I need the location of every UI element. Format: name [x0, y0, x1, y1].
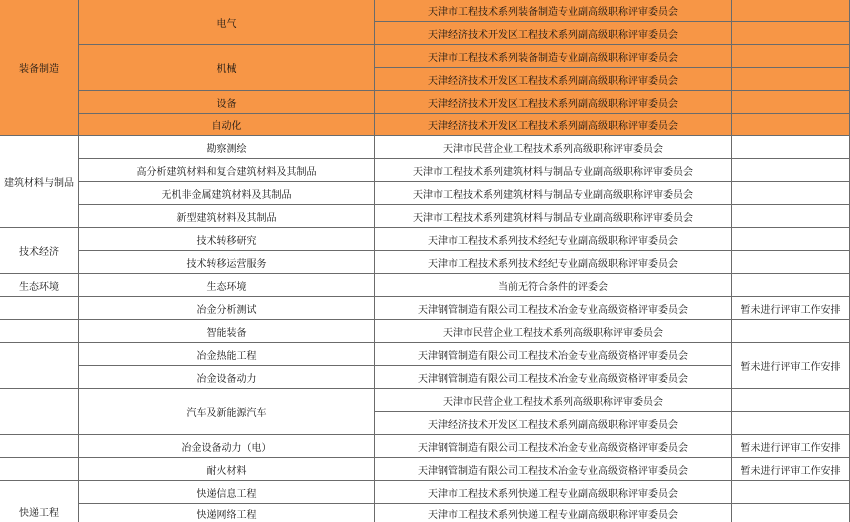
- note-cell: [732, 251, 850, 274]
- committee-cell: 天津市民营企业工程技术系列高级职称评审委员会: [375, 136, 732, 159]
- committee-cell: 天津市工程技术系列技术经纪专业副高级职称评审委员会: [375, 251, 732, 274]
- specialty-cell: 冶金分析测试: [79, 297, 375, 320]
- note-cell: [732, 136, 850, 159]
- specialty-cell: 智能装备: [79, 320, 375, 343]
- specialty-cell: 冶金设备动力: [79, 366, 375, 389]
- specialty-cell: 冶金设备动力（电）: [79, 435, 375, 458]
- note-cell: [732, 68, 850, 91]
- specialty-cell: 快递信息工程: [79, 481, 375, 504]
- specialty-cell: 生态环境: [79, 274, 375, 297]
- committee-cell: 天津市工程技术系列建筑材料与制品专业副高级职称评审委员会: [375, 205, 732, 228]
- committee-cell: 天津市民营企业工程技术系列高级职称评审委员会: [375, 320, 732, 343]
- committee-cell: 天津钢管制造有限公司工程技术冶金专业高级资格评审委员会: [375, 435, 732, 458]
- note-cell: 暂未进行评审工作安排: [732, 343, 850, 389]
- note-cell: [732, 205, 850, 228]
- committee-cell: 当前无符合条件的评委会: [375, 274, 732, 297]
- committee-cell: 天津市工程技术系列快递工程专业副高级职称评审委员会: [375, 481, 732, 504]
- committee-cell: 天津市工程技术系列技术经纪专业副高级职称评审委员会: [375, 228, 732, 251]
- specialty-cell: 机械: [79, 45, 375, 91]
- specialty-cell: 电气: [79, 0, 375, 45]
- committee-cell: 天津钢管制造有限公司工程技术冶金专业高级资格评审委员会: [375, 458, 732, 481]
- committee-cell: 天津经济技术开发区工程技术系列副高级职称评审委员会: [375, 68, 732, 91]
- note-cell: [732, 389, 850, 412]
- specialty-cell: 高分析建筑材料和复合建筑材料及其制品: [79, 159, 375, 182]
- category-cell: 技术经济: [0, 228, 79, 274]
- specialty-cell: 设备: [79, 91, 375, 114]
- note-cell: [732, 0, 850, 22]
- note-cell: [732, 320, 850, 343]
- specialty-cell: 自动化: [79, 114, 375, 136]
- note-cell: [732, 159, 850, 182]
- specialty-cell: 技术转移运营服务: [79, 251, 375, 274]
- specialty-cell: 快递网络工程: [79, 504, 375, 522]
- committee-cell: 天津市工程技术系列快递工程专业副高级职称评审委员会: [375, 504, 732, 522]
- committee-cell: 天津市工程技术系列建筑材料与制品专业副高级职称评审委员会: [375, 159, 732, 182]
- note-cell: [732, 45, 850, 68]
- committee-cell: 天津经济技术开发区工程技术系列副高级职称评审委员会: [375, 22, 732, 45]
- note-cell: [732, 91, 850, 114]
- note-cell: [732, 504, 850, 522]
- note-cell: [732, 182, 850, 205]
- note-cell: [732, 114, 850, 136]
- committee-cell: 天津钢管制造有限公司工程技术冶金专业高级资格评审委员会: [375, 297, 732, 320]
- specialty-cell: 冶金热能工程: [79, 343, 375, 366]
- specialty-cell: 新型建筑材料及其制品: [79, 205, 375, 228]
- specialty-cell: 无机非金属建筑材料及其制品: [79, 182, 375, 205]
- category-cell: [0, 435, 79, 458]
- category-cell: [0, 458, 79, 481]
- note-cell: [732, 481, 850, 504]
- category-cell: 建筑材料与制品: [0, 136, 79, 228]
- committee-cell: 天津钢管制造有限公司工程技术冶金专业高级资格评审委员会: [375, 343, 732, 366]
- category-cell: 快递工程: [0, 481, 79, 522]
- committee-cell: 天津经济技术开发区工程技术系列副高级职称评审委员会: [375, 91, 732, 114]
- category-cell: [0, 389, 79, 435]
- note-cell: 暂未进行评审工作安排: [732, 435, 850, 458]
- category-cell: [0, 297, 79, 320]
- category-cell: [0, 343, 79, 389]
- specialty-cell: 汽车及新能源汽车: [79, 389, 375, 435]
- committee-cell: 天津市工程技术系列装备制造专业副高级职称评审委员会: [375, 0, 732, 22]
- note-cell: [732, 412, 850, 435]
- note-cell: [732, 22, 850, 45]
- note-cell: [732, 228, 850, 251]
- category-cell: 生态环境: [0, 274, 79, 297]
- specialty-cell: 技术转移研究: [79, 228, 375, 251]
- specialty-cell: 勘察测绘: [79, 136, 375, 159]
- note-cell: 暂未进行评审工作安排: [732, 458, 850, 481]
- committee-cell: 天津经济技术开发区工程技术系列副高级职称评审委员会: [375, 412, 732, 435]
- committee-cell: 天津市工程技术系列建筑材料与制品专业副高级职称评审委员会: [375, 182, 732, 205]
- committee-cell: 天津市民营企业工程技术系列高级职称评审委员会: [375, 389, 732, 412]
- note-cell: 暂未进行评审工作安排: [732, 297, 850, 320]
- committee-cell: 天津钢管制造有限公司工程技术冶金专业高级资格评审委员会: [375, 366, 732, 389]
- category-cell: [0, 320, 79, 343]
- specialty-cell: 耐火材料: [79, 458, 375, 481]
- category-cell: 装备制造: [0, 0, 79, 136]
- committee-cell: 天津经济技术开发区工程技术系列副高级职称评审委员会: [375, 114, 732, 136]
- note-cell: [732, 274, 850, 297]
- committee-cell: 天津市工程技术系列装备制造专业副高级职称评审委员会: [375, 45, 732, 68]
